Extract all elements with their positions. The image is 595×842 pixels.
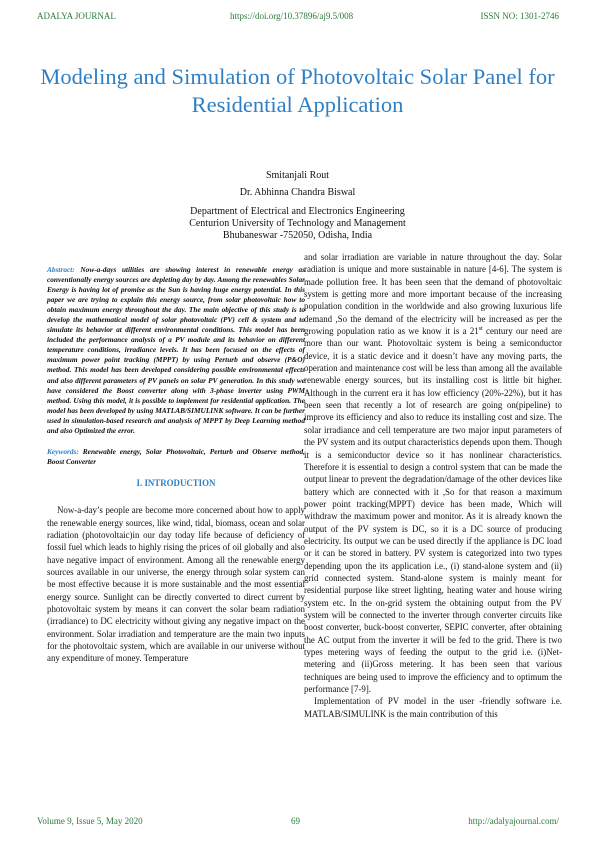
page-number: 69 [291,816,300,826]
affiliation-university: Centurion University of Technology and Management [189,218,406,229]
keywords-text: Renewable energy, Solar Photovoltaic, Perturb and Observe method, Boost Converter [47,446,305,466]
intro-paragraph: Now-a-day’s people are become more concerned about how to apply the renewable energy sources, like wind, tidal, biomass, ocean and solar radiation (photovoltaic)in our day today life because of deficiency of fossil fuel which leads to highly rising the prices of oil globally and also have negative impact of environment. Among all the renewable energy sources available in our universe, the energy through solar system can be most effective because it is more sustainable and the most essential energy source. Sunlight can be directly converted to direct current by photovoltaic system by means it can convert the solar beam radiation (irradiance) to DC electricity without giving any negative impact on the environment. Solar irradiation and temperature are the main two inputs for the photovoltaic system, which are available in our universe without any expenditure of money. Temperature [47,505,305,664]
footer-url[interactable]: http://adalyajournal.com/ [468,816,559,826]
intro-paragraph-continued [304,251,562,695]
keywords [47,447,305,467]
author-1: Smitanjali Rout [265,170,330,181]
paper-title: Modeling and Simulation of Photovoltaic Solar Panel for Residential Application [40,64,555,117]
abstract-text: Now-a-days utilities are showing interest in renewable energy as conventionally energy sources are depleting day by day. Among the renewables Solar Energy is having lot of promise as the Sun is having huge energy potential. In this paper we are trying to explain this energy source, from solar photovoltaic how to obtain maximum energy throughout the day. The main objective of this study is to develop the mathematical model of solar photovoltaic (PV) cell & system and to simulate its behavior at different environmental conditions. This model has been included the performance analysis of a PV module and its behavior on different temperature conditions, irradiance levels. It has been focused on the effects of maximum power point tracking (MPPT) by using Perturb and observe (P&O) method. This model has been developed considering possible environmental effects and also different parameters of PV panels on solar PV generation. In this study we have considered the Boost converter along with 3-phase inverter using PWM method. Using this model, it is possible to implement for residential application. The model has been developed by using MATLAB/SIMULINK software. It can be further used in simulation-based research and analysis of MPPT by Deep Learning method and also Optimized the error. [47,265,305,435]
footer-volume: Volume 9, Issue 5, May 2020 [37,816,143,826]
right-column [304,251,562,720]
abstract-label: Abstract: [47,265,75,274]
para-part-2: century our need are more than our want. Photovoltaic system is being a semiconductor device, it is a static device and it doesn’t have any moving parts, the operation and maintenance cost will be less than among all the available renewable energy sources, but its installing cost is little bit higher. Although in the current era it has low efficiency (20%-22%), but it has been seen that recently a lot of research are going on(pipeline) to improve its efficiency and also to reduce its installing cost and size. The solar irradiance and cell temperature are two major input parameters of the PV system and its output characteristics depends upon them. Though it is a semiconductor device so it has nonlinear characteristics. Therefore it is essential to design a control system that can be made the output linear to prevent the degradation/damage of the other devices like battery which are connected with it ,So for that reason a maximum power point tracking(MPPT) device has been made, Which will withdraw the maximum power and monitor. As it is already known the output of the PV system is DC, so it is a DC source of producing electricity. Its output we can be used directly if the appliance is DC load or it can be stored in battery. PV system is categorized into two types depending upon the its application i.e., (i) stand-alone system and (ii) grid connected system. Stand-alone system is mainly meant for residential purpose like street lighting, heating water and house wiring system etc. In the on-grid system the obtaining output from the PV system will be connected to the inverter through converter circuits like boost converter, buck-boost converter, SEPIC converter, after obtaining the AC output from the inverter it will be fed to the grid. There is two types metering ways of feeding the output to the grid i.e. (i)Net-metering and (ii)Gross metering. It has been seen that various techniques are being used to improve the efficiency and to optimum the performance [7-9]. [304,326,562,695]
section-heading-introduction: I. INTRODUCTION [136,477,216,488]
implementation-paragraph: Implementation of PV model in the user -friendly software i.e. MATLAB/SIMULINK is the main contribution of this [304,696,562,719]
affiliation-address: Bhubaneswar -752050, Odisha, India [222,230,373,241]
issn: ISSN NO: 1301-2746 [480,11,559,21]
superscript-st: st [478,326,483,333]
abstract [47,265,305,436]
affiliation-dept: Department of Electrical and Electronics Engineering [190,206,405,217]
keywords-label: Keywords: [47,446,79,456]
doi-link[interactable]: https://doi.org/10.37896/aj9.5/008 [230,11,354,21]
journal-name: ADALYA JOURNAL [37,11,116,21]
author-2: Dr. Abhinna Chandra Biswal [239,187,356,198]
para-part-1: and solar irradiation are variable in nature throughout the day. Solar radiation is unique and more sustainable in nature [4-6]. The system is made pollution free. It has been seen that the demand of photovoltaic system is getting more and more important because of the increasing population condition in the worldwide and also growing luxurious life demand ,So the demand of the electricity will be increased as per the growing population ratio as we know it is a 21 [304,252,562,337]
left-column [47,265,305,665]
